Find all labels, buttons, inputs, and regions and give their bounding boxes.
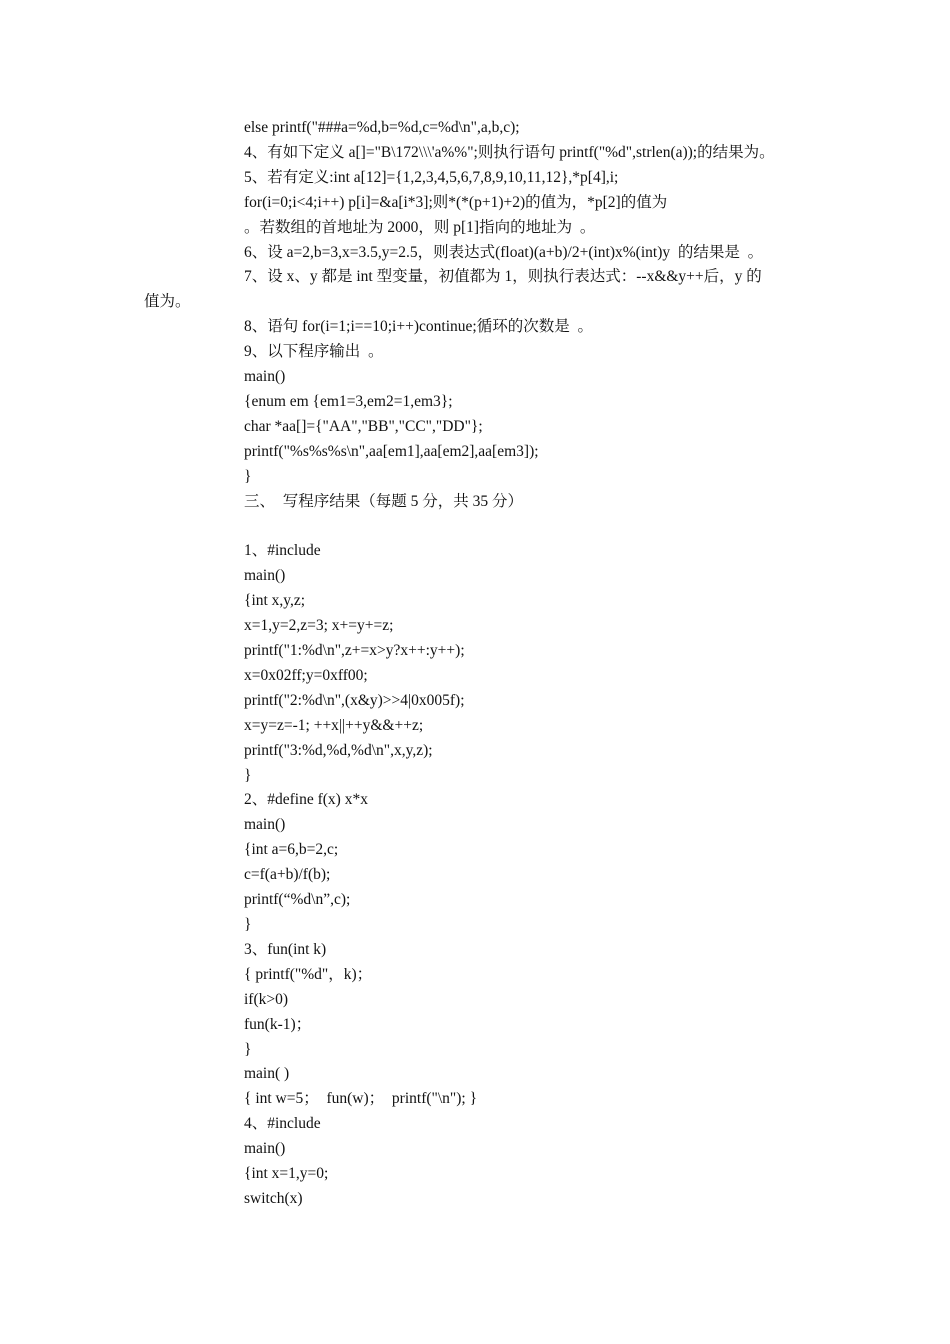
text-line: 7、设 x、y 都是 int 型变量，初值都为 1，则执行表达式：--x&&y++后，y 的 bbox=[244, 268, 762, 286]
code-line: } bbox=[244, 766, 252, 784]
code-line: { int w=5； fun(w)； printf("\n"); } bbox=[244, 1090, 478, 1108]
code-line: main() bbox=[244, 368, 286, 386]
code-line: char *aa[]={"AA","BB","CC","DD"}; bbox=[244, 417, 483, 435]
code-line: 4、#include bbox=[244, 1115, 321, 1133]
code-line: x=y=z=-1; ++x||++y&&++z; bbox=[244, 716, 424, 734]
code-line: if(k>0) bbox=[244, 990, 289, 1008]
code-line: 3、fun(int k) bbox=[244, 940, 327, 958]
code-line: c=f(a+b)/f(b); bbox=[244, 866, 331, 884]
text-line: 。若数组的首地址为 2000，则 p[1]指向的地址为 。 bbox=[244, 218, 596, 236]
code-line: main() bbox=[244, 1140, 286, 1158]
code-line: fun(k-1)； bbox=[244, 1015, 312, 1033]
code-line: { printf("%d"，k)； bbox=[244, 965, 373, 983]
code-line: } bbox=[244, 467, 252, 485]
code-line: } bbox=[244, 916, 252, 933]
blank-line bbox=[244, 515, 824, 540]
text-line: 5、若有定义:int a[12]={1,2,3,4,5,6,7,8,9,10,11,12},*p[4],i; bbox=[244, 168, 619, 186]
code-line: {int a=6,b=2,c; bbox=[244, 841, 339, 859]
code-line: printf("2:%d\n",(x&y)>>4|0x005f); bbox=[244, 691, 465, 709]
code-line: printf("%s%s%s\n",aa[em1],aa[em2],aa[em3]); bbox=[244, 442, 539, 460]
code-line: } bbox=[244, 1040, 252, 1058]
code-line: {enum em {em1=3,em2=1,em3}; bbox=[244, 392, 453, 410]
code-line: {int x=1,y=0; bbox=[244, 1165, 329, 1183]
text-line: 值为。 bbox=[144, 293, 191, 311]
text-line: 9、以下程序输出 。 bbox=[244, 343, 384, 361]
section-heading: 三、 写程序结果（每题 5 分，共 35 分） bbox=[244, 492, 524, 510]
code-line: main( ) bbox=[244, 1065, 290, 1083]
code-line: main() bbox=[244, 567, 286, 585]
code-line: 2、#define f(x) x*x bbox=[244, 791, 368, 809]
code-line: printf("1:%d\n",z+=x>y?x++:y++); bbox=[244, 642, 465, 660]
text-line: for(i=0;i<4;i++) p[i]=&a[i*3];则*(*(p+1)+2)的值为，*p[2]的值为 bbox=[244, 193, 668, 211]
code-line: switch(x) bbox=[244, 1189, 303, 1207]
text-line: 8、语句 for(i=1;i==10;i++)continue;循环的次数是 。 bbox=[244, 318, 593, 336]
code-line: {int x,y,z; bbox=[244, 592, 306, 610]
text-line: else printf("###a=%d,b=%d,c=%d\n",a,b,c); bbox=[244, 119, 520, 136]
document-body bbox=[144, 116, 824, 1212]
text-line: 6、设 a=2,b=3,x=3.5,y=2.5，则表达式(float)(a+b)/2+(int)x%(int)y 的结果是 。 bbox=[244, 243, 764, 261]
code-line: x=1,y=2,z=3; x+=y+=z; bbox=[244, 617, 394, 635]
code-line: printf("3:%d,%d,%d\n",x,y,z); bbox=[244, 741, 433, 759]
code-line: main() bbox=[244, 816, 286, 834]
code-line: x=0x02ff;y=0xff00; bbox=[244, 666, 368, 684]
code-line: printf(“%d\n”,c); bbox=[244, 891, 351, 909]
code-line: 1、#include bbox=[244, 542, 321, 560]
text-line: 4、有如下定义 a[]="B\172\\\'a%%";则执行语句 printf("%d",strlen(a));的结果为。 bbox=[244, 143, 775, 161]
